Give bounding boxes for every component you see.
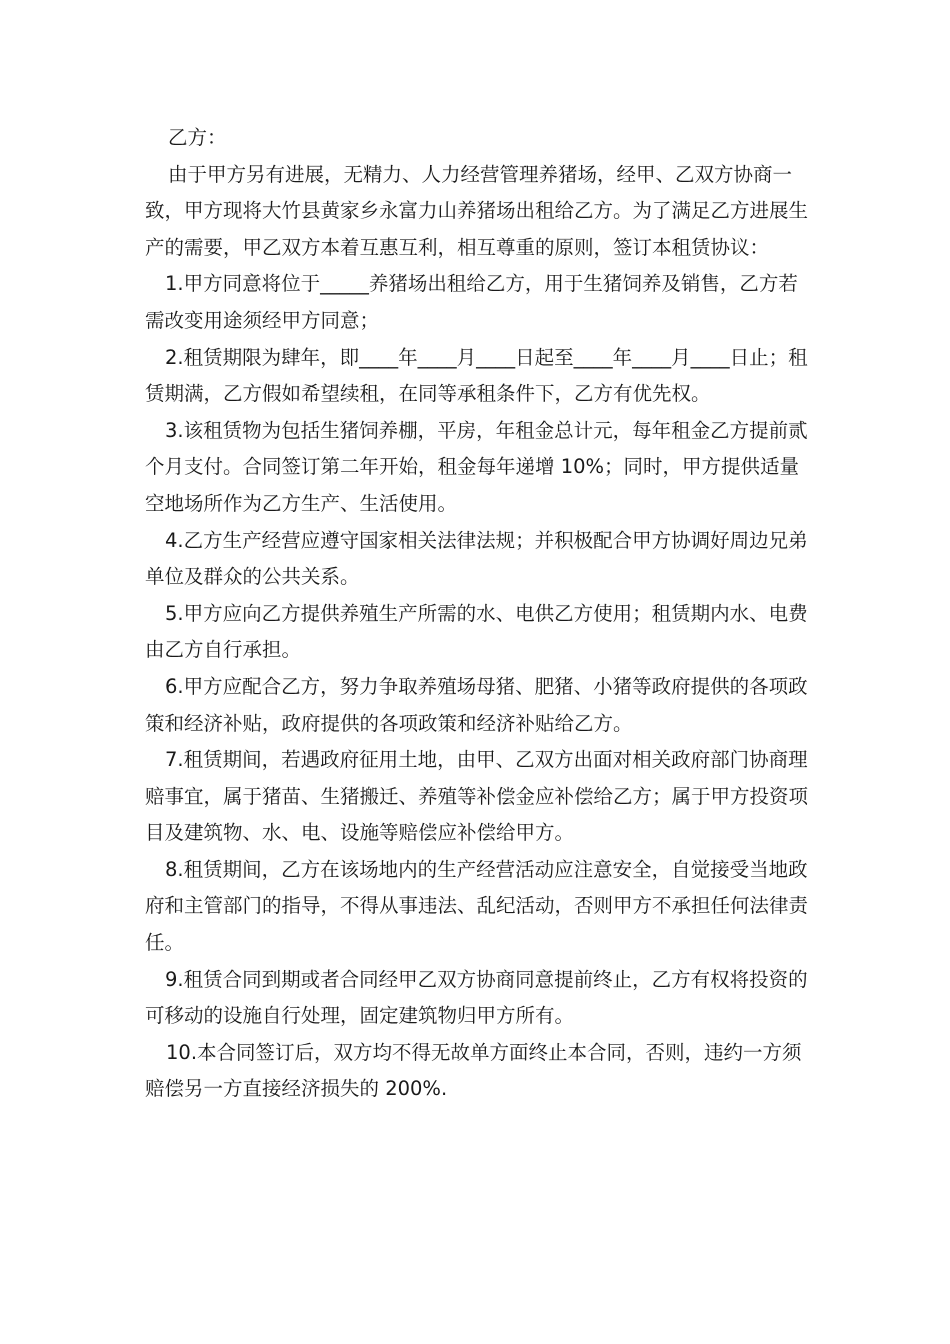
- document-body: [145, 120, 810, 1108]
- clause-9: 9.租赁合同到期或者合同经甲乙双方协商同意提前终止，乙方有权将投资的可移动的设施自行处理，固定建筑物归甲方所有。: [145, 967, 808, 1028]
- clause-10: 10.本合同签订后，双方均不得无故单方面终止本合同，否则，违约一方须赔偿另一方直接经济损失的 200%.: [145, 1040, 802, 1101]
- clause-3: 3.该租赁物为包括生猪饲养棚，平房，年租金总计元，每年租金乙方提前贰个月支付。合同签订第二年开始，租金每年递增 10%；同时，甲方提供适量空地场所作为乙方生产、生活使用。: [145, 418, 808, 515]
- clause-4: 4.乙方生产经营应遵守国家相关法律法规；并积极配合甲方协调好周边兄弟单位及群众的公共关系。: [145, 528, 808, 589]
- clause-1: 1.甲方同意将位于_____养猪场出租给乙方，用于生猪饲养及销售，乙方若需改变用途须经甲方同意；: [145, 272, 798, 332]
- intro-paragraph: 由于甲方另有进展，无精力、人力经营管理养猪场，经甲、乙双方协商一致，甲方现将大竹县黄家乡永富力山养猪场出租给乙方。为了满足乙方进展生产的需要，甲乙双方本着互惠互利，相互尊重的原则，签订本租赁协议：: [145, 162, 809, 259]
- clause-7: 7.租赁期间，若遇政府征用土地，由甲、乙双方出面对相关政府部门协商理赔事宜，属于猪苗、生猪搬迁、养殖等补偿金应补偿给乙方；属于甲方投资项目及建筑物、水、电、设施等赔偿应补偿给甲方。: [145, 748, 809, 845]
- clause-2: 2.租赁期限为肆年，即____年____月____日起至____年____月____日止；租赁期满，乙方假如希望续租，在同等承租条件下，乙方有优先权。: [145, 345, 808, 406]
- clause-6: 6.甲方应配合乙方，努力争取养殖场母猪、肥猪、小猪等政府提供的各项政策和经济补贴，政府提供的各项政策和经济补贴给乙方。: [145, 674, 808, 735]
- clause-8: 8.租赁期间，乙方在该场地内的生产经营活动应注意安全，自觉接受当地政府和主管部门的指导，不得从事违法、乱纪活动，否则甲方不承担任何法律责任。: [145, 857, 809, 955]
- party-b-heading: 乙方：: [168, 126, 227, 149]
- clause-5: 5.甲方应向乙方提供养殖生产所需的水、电供乙方使用；租赁期内水、电费由乙方自行承担。: [145, 601, 808, 662]
